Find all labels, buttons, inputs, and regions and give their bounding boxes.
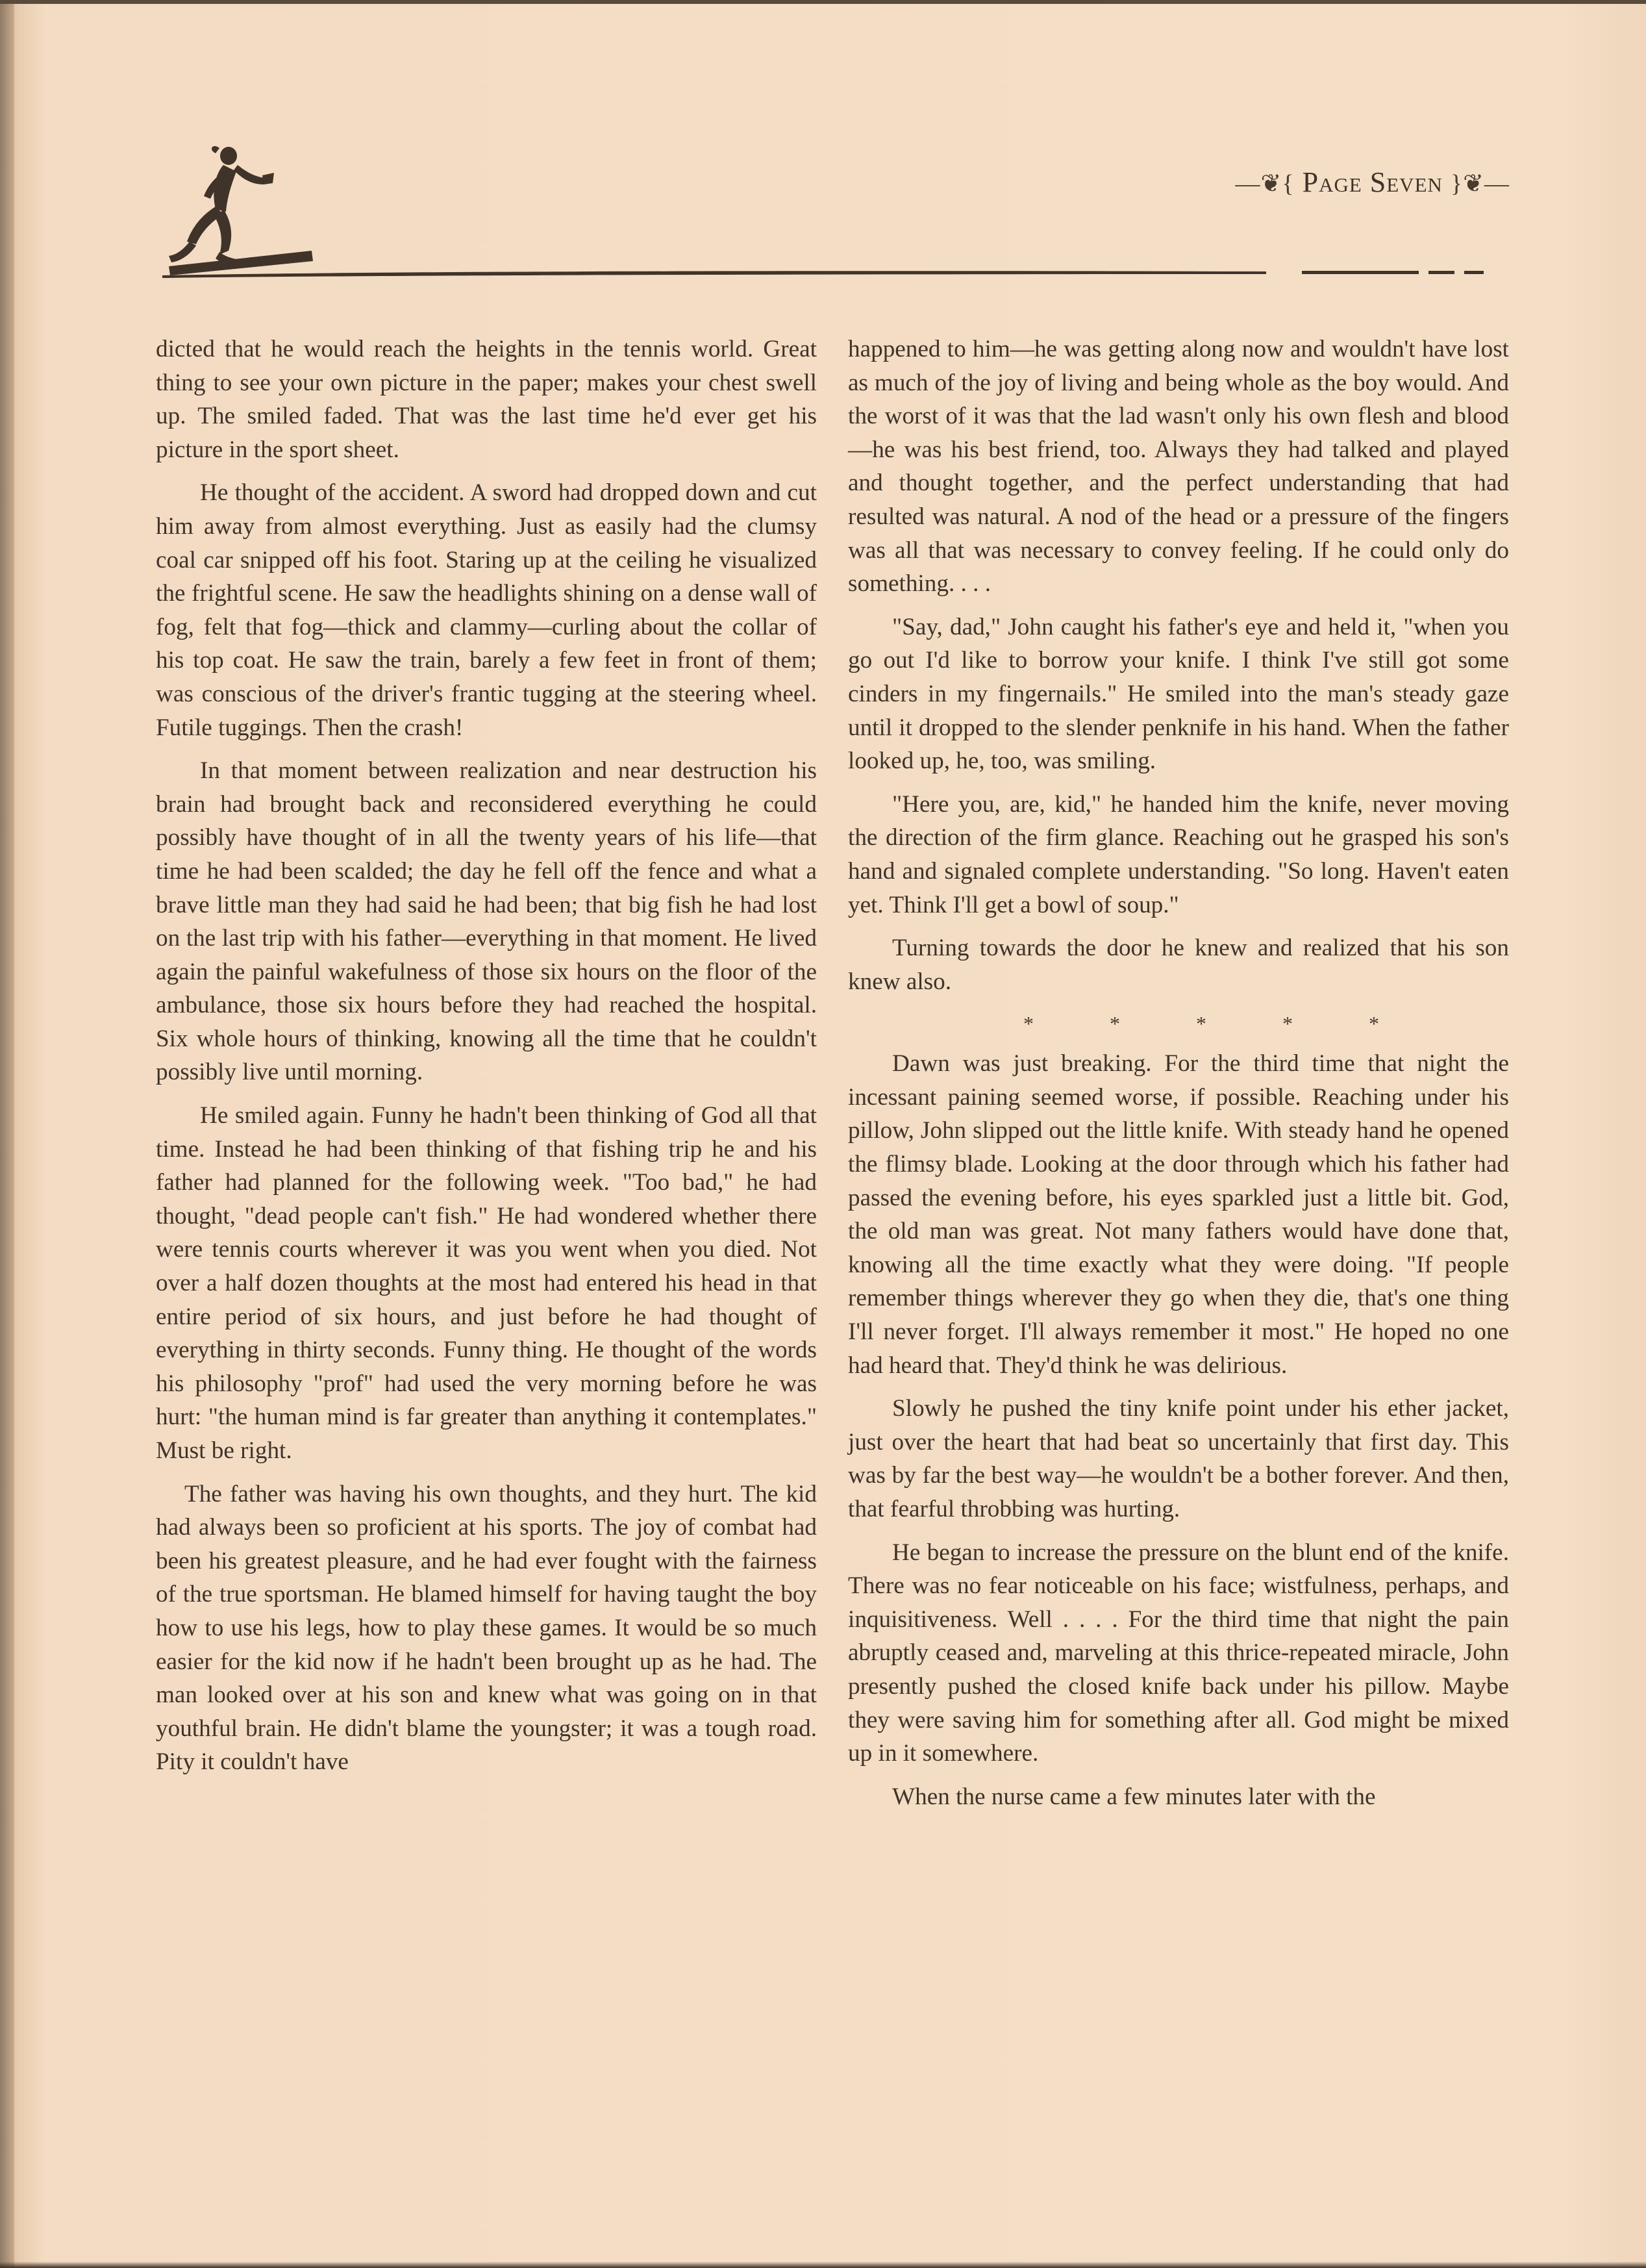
- header-rule: [162, 268, 1519, 279]
- asterisk: *: [1369, 1012, 1379, 1036]
- ornament-right: }❦—: [1450, 170, 1510, 197]
- paragraph: He smiled again. Funny he hadn't been thinking of God all that time. Instead he had been thinking of that fishing trip he and his father had planned for the following week. "Too bad," he had thought, "dead people can't fish." He had wondered whether there were tennis courts wherever it was you went when you died. Not over a half dozen thoughts at the most had entered his head in that entire period of six hours, and just before he had thought of everything in thirty seconds. Funny thing. He thought of the words his philosophy "prof" had used the very morning before he was hurt: "the human mind is far greater than anything it contemplates." Must be right.: [156, 1102, 817, 1464]
- asterisk: *: [1023, 1012, 1034, 1036]
- paragraph: He thought of the accident. A sword had dropped down and cut him away from almost everything. Just as easily had the clumsy coal car snipped off his foot. Staring up at the ceiling he visualized the frightful scene. He saw the headlights shining on a dense wall of fog, felt that fog—thick and clammy—curling about the collar of his top coat. He saw the train, barely a few feet in front of them; was conscious of the driver's frantic tugging at the steering wheel. Futile tuggings. Then the crash!: [156, 479, 817, 741]
- paragraph: Dawn was just breaking. For the third time that night the incessant paining seemed worse, if possible. Reaching under his pillow, John slipped out the little knife. With steady hand he opened the flimsy blade. Looking at the door through which his father had passed the evening before, his eyes sparkled just a little bit. God, the old man was great. Not many fathers would have done that, knowing all the time exactly what they were doing. "If people remember things wherever they go when they die, that's one thing I'll never forget. I'll always remember it most." He hoped no one had heard that. They'd think he was delirious.: [848, 1050, 1509, 1379]
- asterisk: *: [1196, 1012, 1206, 1036]
- paragraph: "Say, dad," John caught his father's eye and held it, "when you go out I'd like to borrow your knife. I think I've still got some cinders in my fingernails." He smiled into the man's steady gaze until it dropped to the slender penknife in his hand. When the father looked up, he, too, was smiling.: [848, 613, 1509, 775]
- asterisk: *: [1110, 1012, 1120, 1036]
- page-label: Page Seven: [1302, 166, 1443, 198]
- right-column: [848, 333, 1509, 1823]
- page-bottom-edge: [0, 2262, 1646, 2268]
- paragraph: He began to increase the pressure on the blunt end of the knife. There was no fear noticeable on his face; wistfulness, perhaps, and inquisitiveness. Well . . . . For the third time that night the pain abruptly ceased and, marveling at this thrice-repeated miracle, John presently pushed the closed knife back under his pillow. Maybe they were saving him for something after all. God might be mixed up in it somewhere.: [848, 1539, 1509, 1767]
- left-column: [156, 333, 817, 1789]
- paragraph: Turning towards the door he knew and realized that his son knew also.: [848, 935, 1509, 995]
- paragraph: Slowly he pushed the tiny knife point under his ether jacket, just over the heart that had beat so uncertainly that first day. This was by far the best way—he wouldn't be a bother forever. And then, that fearful throbbing was hurting.: [848, 1395, 1509, 1522]
- paragraph: dicted that he would reach the heights in the tennis world. Great thing to see your own picture in the paper; makes your chest swell up. The smiled faded. That was the last time he'd ever get his picture in the sport sheet.: [156, 336, 817, 463]
- paragraph: "Here you, are, kid," he handed him the knife, never moving the direction of the firm glance. Reaching out he grasped his son's hand and signaled complete understanding. "So long. Haven't eaten yet. Think I'll get a bowl of soup.": [848, 790, 1509, 918]
- page-number-heading: [1236, 166, 1510, 199]
- ornament-left: —❦{: [1235, 170, 1295, 197]
- paragraph: happened to him—he was getting along now and wouldn't have lost as much of the joy of living and being whole as the boy would. And the worst of it was that the lad wasn't only his own flesh and blood—he was his best friend, too. Always they had talked and played and thought together, and the perfect understanding that had resulted was natural. A nod of the head or a pressure of the fingers was all that was necessary to convey feeling. If he could only do something. . . .: [848, 336, 1509, 598]
- section-break: [848, 1008, 1509, 1039]
- paragraph: When the nurse came a few minutes later with the: [892, 1783, 1376, 1810]
- paragraph: In that moment between realization and near destruction his brain had brought back and reconsidered everything he could possibly have thought of in all the twenty years of his life—that time he had been scalded; the day he fell off the fence and what a brave little man they had said he had been; that big fish he had lost on the last trip with his father—everything in that moment. He lived again the painful wakefulness of those six hours on the floor of the ambulance, those six hours before they had reached the hospital. Six whole hours of thinking, knowing all the time that he couldn't possibly live until morning.: [156, 757, 817, 1086]
- running-figure-icon: [156, 136, 351, 286]
- asterisk: *: [1282, 1012, 1293, 1036]
- page-spine-shadow: [0, 0, 14, 2268]
- paragraph: The father was having his own thoughts, and they hurt. The kid had always been so proficient at his sports. The joy of combat had been his greatest pleasure, and he had ever fought with the fairness of the true sportsman. He blamed himself for having taught the boy how to use his legs, how to play these games. It would be so much easier for the kid now if he hadn't been brought up as he had. The man looked over at his son and knew what was going on in that youthful brain. He didn't blame the youngster; it was a tough road. Pity it couldn't have: [156, 1480, 817, 1776]
- page-top-edge: [0, 0, 1646, 4]
